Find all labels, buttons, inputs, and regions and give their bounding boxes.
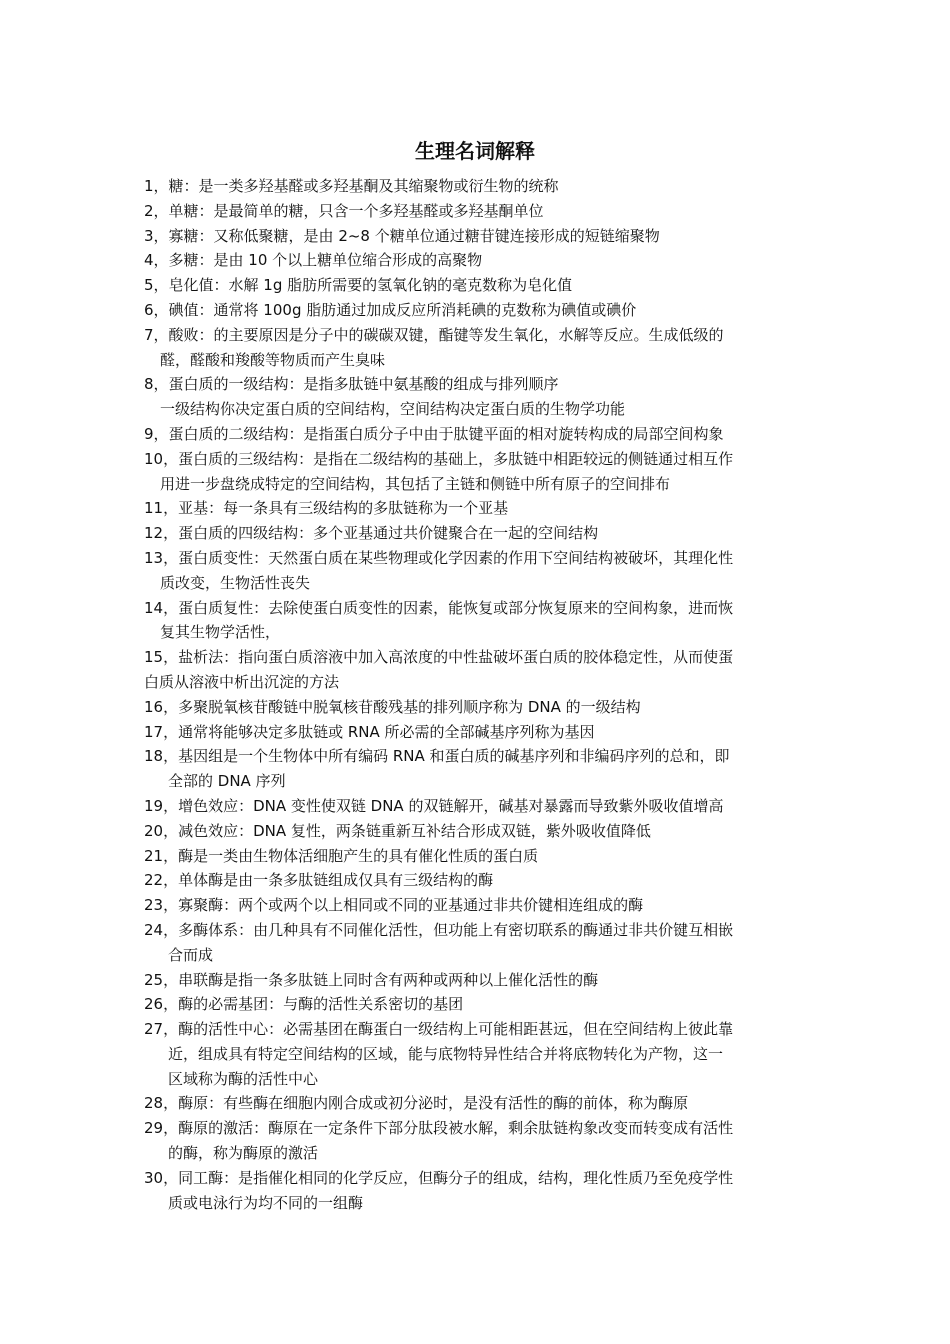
list-item <box>144 174 808 199</box>
list-item <box>144 447 808 497</box>
entry-line: 9，蛋白质的二级结构：是指蛋白质分子中由于肽键平面的相对旋转构成的局部空间构象 <box>144 424 724 443</box>
entry-line-continuation: 合而成 <box>168 945 214 964</box>
list-item <box>144 918 808 968</box>
list-item <box>144 224 808 249</box>
entry-line: 29，酶原的激活：酶原在一定条件下部分肽段被水解，剩余肽链构象改变而转变成有活性 <box>144 1119 734 1138</box>
list-item <box>144 893 808 918</box>
list-item <box>144 844 808 869</box>
list-item <box>144 496 808 521</box>
list-item <box>144 323 808 373</box>
list-item <box>144 744 808 794</box>
entry-line-continuation: 近，组成具有特定空间结构的区域，能与底物特异性结合并将底物转化为产物，这一 <box>168 1044 724 1063</box>
entry-line: 17，通常将能够决定多肽链或 RNA 所必需的全部碱基序列称为基因 <box>144 722 595 741</box>
entry-line: 12，蛋白质的四级结构：多个亚基通过共价键聚合在一起的空间结构 <box>144 524 599 543</box>
entry-line: 16，多聚脱氧核苷酸链中脱氧核苷酸残基的排列顺序称为 DNA 的一级结构 <box>144 697 641 716</box>
entry-line-continuation: 的酶，称为酶原的激活 <box>168 1144 319 1163</box>
entry-line: 10，蛋白质的三级结构：是指在二级结构的基础上，多肽链中相距较远的侧链通过相互作 <box>144 449 734 468</box>
list-item <box>144 546 808 596</box>
entry-line: 24，多酶体系：由几种具有不同催化活性，但功能上有密切联系的酶通过非共价键互相嵌 <box>144 920 734 939</box>
page-title: 生理名词解释 <box>415 139 535 163</box>
list-item <box>144 819 808 844</box>
entry-line-continuation: 区域称为酶的活性中心 <box>168 1069 319 1088</box>
entry-line: 19，增色效应：DNA 变性使双链 DNA 的双链解开，碱基对暴露而导致紫外吸收值增高 <box>144 796 724 815</box>
entry-line: 21，酶是一类由生物体活细胞产生的具有催化性质的蛋白质 <box>144 846 539 865</box>
entry-line: 18，基因组是一个生物体中所有编码 RNA 和蛋白质的碱基序列和非编码序列的总和，即 <box>144 747 730 766</box>
definition-list <box>144 174 808 1215</box>
entry-line: 2，单糖：是最简单的糖，只含一个多羟基醛或多羟基酮单位 <box>144 201 544 220</box>
entry-line: 7，酸败：的主要原因是分子中的碳碳双键，酯键等发生氧化，水解等反应。生成低级的 <box>144 325 724 344</box>
list-item <box>144 645 808 695</box>
entry-line: 20，减色效应：DNA 复性，两条链重新互补结合形成双链，紫外吸收值降低 <box>144 821 651 840</box>
list-item <box>144 794 808 819</box>
list-item <box>144 868 808 893</box>
entry-line-continuation: 全部的 DNA 序列 <box>168 772 286 791</box>
entry-line: 5，皂化值：水解 1g 脂肪所需要的氢氧化钠的毫克数称为皂化值 <box>144 276 573 295</box>
entry-line-continuation: 一级结构你决定蛋白质的空间结构，空间结构决定蛋白质的生物学功能 <box>160 400 626 419</box>
entry-line: 27，酶的活性中心：必需基团在酶蛋白一级结构上可能相距甚远，但在空间结构上彼此靠 <box>144 1020 734 1039</box>
list-item <box>144 992 808 1017</box>
entry-line: 6，碘值：通常将 100g 脂肪通过加成反应所消耗碘的克数称为碘值或碘价 <box>144 300 637 319</box>
list-item <box>144 273 808 298</box>
list-item <box>144 298 808 323</box>
list-item <box>144 1017 808 1091</box>
entry-line: 4，多糖：是由 10 个以上糖单位缩合形成的高聚物 <box>144 251 483 270</box>
list-item <box>144 596 808 646</box>
entry-line: 26，酶的必需基团：与酶的活性关系密切的基团 <box>144 995 464 1014</box>
entry-line: 14，蛋白质复性：去除使蛋白质变性的因素，能恢复或部分恢复原来的空间构象，进而恢 <box>144 598 734 617</box>
entry-line-continuation: 醛，醛酸和羧酸等物质而产生臭味 <box>160 350 386 369</box>
list-item <box>144 720 808 745</box>
list-item <box>144 248 808 273</box>
list-item <box>144 1166 808 1216</box>
list-item <box>144 695 808 720</box>
entry-line-continuation: 质或电泳行为均不同的一组酶 <box>168 1193 364 1212</box>
entry-line: 30，同工酶：是指催化相同的化学反应，但酶分子的组成，结构，理化性质乃至免疫学性 <box>144 1168 734 1187</box>
list-item <box>144 1091 808 1116</box>
list-item <box>144 1116 808 1166</box>
list-item <box>144 372 808 422</box>
entry-line: 15，盐析法：指向蛋白质溶液中加入高浓度的中性盐破坏蛋白质的胶体稳定性，从而使蛋 <box>144 648 734 667</box>
entry-line-continuation: 白质从溶液中析出沉淀的方法 <box>144 672 340 691</box>
entry-line: 11，亚基：每一条具有三级结构的多肽链称为一个亚基 <box>144 499 509 518</box>
entry-line: 13，蛋白质变性：天然蛋白质在某些物理或化学因素的作用下空间结构被破坏，其理化性 <box>144 548 734 567</box>
list-item <box>144 199 808 224</box>
list-item <box>144 968 808 993</box>
entry-line: 22，单体酶是由一条多肽链组成仅具有三级结构的酶 <box>144 871 494 890</box>
entry-line: 1，糖：是一类多羟基醛或多羟基酮及其缩聚物或衍生物的统称 <box>144 177 559 195</box>
list-item <box>144 521 808 546</box>
entry-line: 25，串联酶是指一条多肽链上同时含有两种或两种以上催化活性的酶 <box>144 970 599 989</box>
entry-line-continuation: 复其生物学活性， <box>160 623 281 642</box>
entry-line-continuation: 用进一步盘绕成特定的空间结构，其包括了主链和侧链中所有原子的空间排布 <box>160 474 671 493</box>
entry-line: 3，寡糖：又称低聚糖，是由 2~8 个糖单位通过糖苷键连接形成的短链缩聚物 <box>144 226 660 245</box>
entry-line: 28，酶原：有些酶在细胞内刚合成或初分泌时，是没有活性的酶的前体，称为酶原 <box>144 1094 689 1113</box>
entry-line-continuation: 质改变，生物活性丧失 <box>160 573 311 592</box>
list-item <box>144 422 808 447</box>
entry-line: 23，寡聚酶：两个或两个以上相同或不同的亚基通过非共价键相连组成的酶 <box>144 896 644 915</box>
entry-line: 8，蛋白质的一级结构：是指多肽链中氨基酸的组成与排列顺序 <box>144 375 559 394</box>
